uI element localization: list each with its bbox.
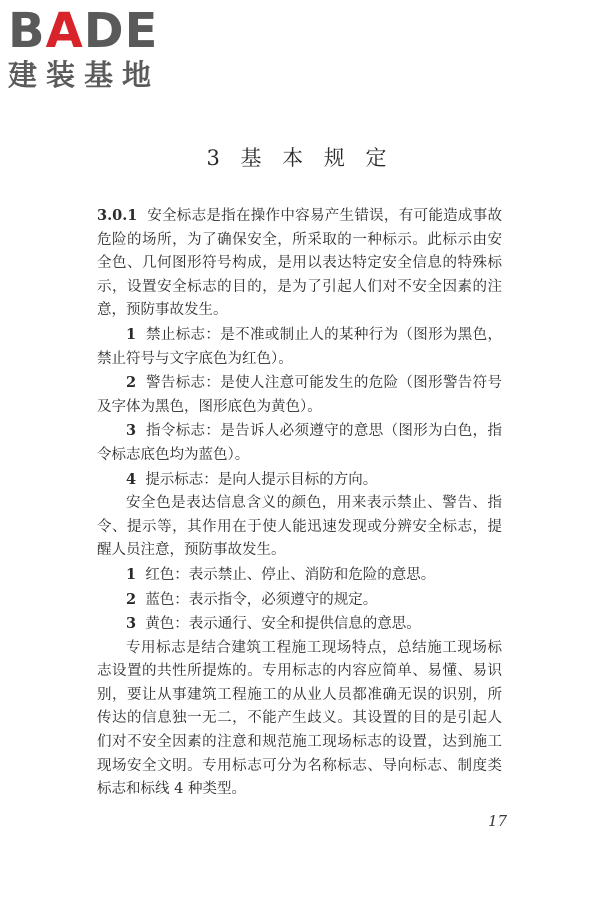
sign-item-2 [97, 371, 502, 419]
sign-item-text: 提示标志：是向人提示目标的方向。 [145, 471, 378, 488]
watermark-letters-de: DE [83, 3, 159, 59]
color-item-text: 蓝色：表示指令，必须遵守的规定。 [145, 591, 378, 608]
chapter-title: 3 基 本 规 定 [206, 146, 394, 170]
safety-color-intro: 安全色是表达信息含义的颜色，用来表示禁止、警告、指令、提示等，其作用在于使人能迅速发现或分辨安全标志，提醒人员注意，预防事故发生。 [97, 495, 502, 559]
sign-item-4 [97, 468, 502, 493]
clause-text: 安全标志是指在操作中容易产生错误，有可能造成事故危险的场所，为了确保安全，所采取的一种标示。此标示由安全色、几何图形符号构成，是用以表达特定安全信息的特殊标示，设置安全标志的目的，是为了引起人们对不安全因素的注意，预防事故发生。 [97, 208, 502, 319]
watermark-latin-text [8, 3, 176, 59]
clause-number: 3.0.1 [97, 207, 138, 224]
sign-item-number: 1 [126, 325, 137, 343]
sign-item-number: 2 [126, 374, 137, 392]
watermark-letter-a-accent: A [45, 3, 84, 59]
watermark-letter-b: B [8, 3, 46, 59]
sign-item-number: 4 [126, 470, 137, 488]
sign-item-text: 指令标志：是告诉人必须遵守的意思（图形为白色，指令标志底色均为蓝色）。 [97, 423, 503, 463]
color-item-1 [97, 563, 502, 588]
sign-item-text: 禁止标志：是不准或制止人的某种行为（图形为黑色，禁止符号与文字底色为红色）。 [97, 326, 503, 367]
color-item-number: 3 [126, 615, 137, 633]
sign-item-number: 3 [126, 422, 137, 440]
color-item-number: 1 [126, 565, 137, 583]
sign-item-1 [97, 323, 502, 371]
clause-paragraph [97, 204, 502, 323]
color-item-text: 红色：表示禁止、停止、消防和危险的意思。 [145, 566, 436, 583]
watermark-logo [8, 3, 176, 92]
sign-item-text: 警告标志：是使人注意可能发生的危险（图形警告符号及字体为黑色，图形底色为黄色）。 [97, 375, 503, 415]
page-number: 17 [488, 812, 508, 830]
color-item-text: 黄色：表示通行、安全和提供信息的意思。 [145, 616, 421, 633]
sign-item-3 [97, 419, 502, 467]
color-item-2 [97, 588, 502, 613]
watermark-cjk-text: 建装基地 [8, 58, 161, 92]
color-item-number: 2 [126, 590, 137, 608]
document-body [97, 204, 502, 802]
special-signs-paragraph: 专用标志是结合建筑工程施工现场特点，总结施工现场标志设置的共性所提炼的。专用标志的内容应简单、易懂、易识别，要让从事建筑工程施工的从业人员都准确无误的识别，所传达的信息独一无二，不能产生歧义。其设置的目的是引起人们对不安全因素的注意和规范施工现场标志的设置，达到施工现场安全文明。专用标志可分为名称标志、导向标志、制度类标志和标线 4 种类型。 [97, 639, 502, 798]
color-item-3 [97, 612, 502, 637]
